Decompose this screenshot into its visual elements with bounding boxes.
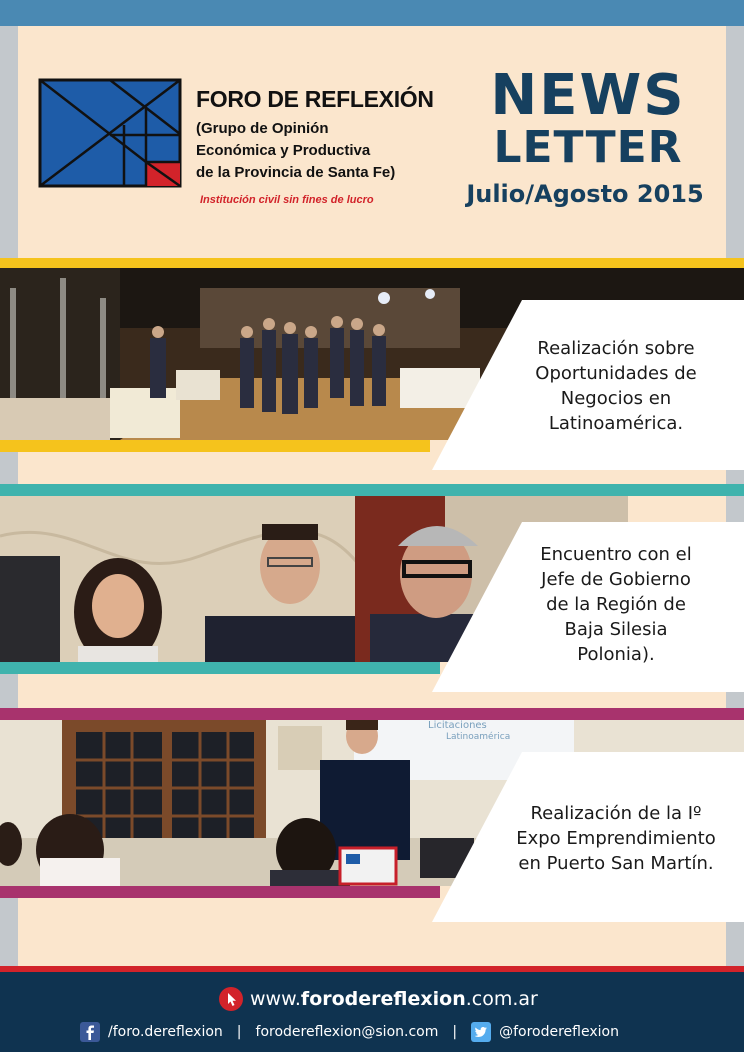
website-suffix: .com.ar xyxy=(465,988,538,1010)
section-1-caption xyxy=(500,336,732,436)
website-link[interactable] xyxy=(218,984,538,1014)
section-2-top-band xyxy=(0,484,744,496)
separator: | xyxy=(236,1024,242,1040)
cursor-click-icon xyxy=(218,986,244,1012)
caption-line: Jefe de Gobierno xyxy=(541,569,691,590)
caption-line: Polonia). xyxy=(577,644,655,665)
section-3-caption xyxy=(496,801,736,876)
caption-line: Oportunidades de xyxy=(535,363,697,384)
caption-line: Baja Silesia xyxy=(564,619,668,640)
caption-line: Negocios en xyxy=(560,388,672,409)
facebook-icon xyxy=(80,1022,100,1042)
separator: | xyxy=(452,1024,458,1040)
caption-line: Latinoamérica. xyxy=(548,413,684,434)
organization-subtitle-line: (Grupo de Opinión xyxy=(196,120,329,137)
organization-tagline: Institución civil sin fines de lucro xyxy=(200,194,374,206)
email-address[interactable]: forodereflexion@sion.com xyxy=(255,1024,439,1040)
caption-line: Realización de la Iº xyxy=(530,803,702,824)
section-3-bottom-band xyxy=(0,886,440,898)
top-band xyxy=(0,0,744,26)
twitter-handle[interactable]: @forodereflexion xyxy=(499,1024,619,1040)
section-1-bottom-band xyxy=(0,440,430,452)
section-3-top-band xyxy=(0,708,744,720)
website-url xyxy=(250,988,538,1010)
facebook-handle[interactable]: /foro.dereflexion xyxy=(108,1024,223,1040)
section-2-bottom-band xyxy=(0,662,440,674)
foro-logo xyxy=(38,78,182,188)
masthead-news: NEWS xyxy=(490,63,686,128)
caption-line: de la Región de xyxy=(546,594,686,615)
masthead-letter: LETTER xyxy=(493,122,683,173)
organization-subtitle-line: Económica y Productiva xyxy=(196,142,371,159)
slide-title: Licitaciones xyxy=(428,720,487,731)
caption-line: en Puerto San Martín. xyxy=(518,853,714,874)
website-domain: forodereflexion xyxy=(300,988,466,1010)
contact-bar xyxy=(80,1020,619,1044)
organization-subtitle-line: de la Provincia de Santa Fe) xyxy=(196,164,396,181)
section-1-top-band xyxy=(0,258,744,268)
slide-subtitle: Latinoamérica xyxy=(446,732,511,742)
caption-line: Encuentro con el xyxy=(540,544,692,565)
twitter-icon xyxy=(471,1022,491,1042)
issue-date: Julio/Agosto 2015 xyxy=(466,180,704,208)
organization-name: FORO DE REFLEXIÓN xyxy=(196,86,434,112)
organization-subtitle xyxy=(196,118,395,184)
section-2-caption xyxy=(500,542,732,667)
caption-line: Expo Emprendimiento xyxy=(516,828,716,849)
caption-line: Realización sobre xyxy=(537,338,695,359)
website-prefix: www. xyxy=(250,988,301,1010)
